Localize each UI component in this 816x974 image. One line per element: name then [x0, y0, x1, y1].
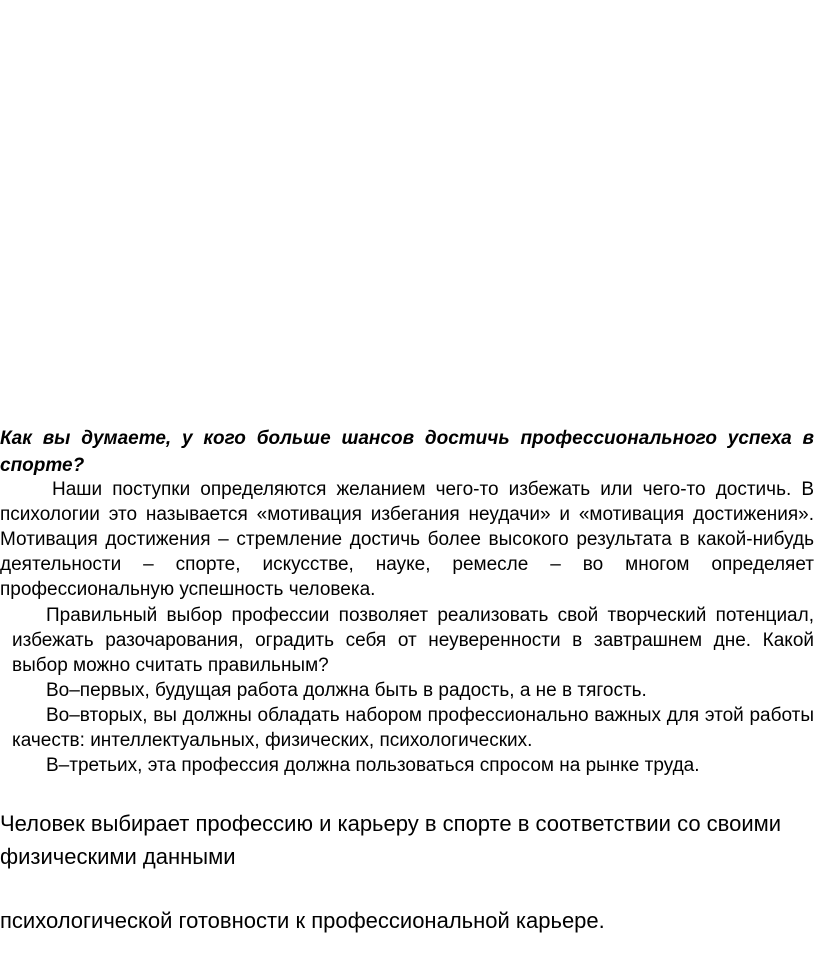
conclusion-text: Человек выбирает профессию и карьеру в спорте в соответствии со своими физическими данными	[0, 811, 782, 869]
question-heading: Как вы думаете, у кого больше шансов достичь профессионального успеха в спорте?	[0, 428, 814, 476]
choice-paragraph: Правильный выбор профессии позволяет реализовать свой творческий потенциал, избежать разочарования, оградить себя от неуверенности в завтрашнем дне. Какой выбор можно считать правильным?	[12, 605, 814, 676]
criterion-second: Во–вторых, вы должны обладать набором профессионально важных для этой работы качеств: интеллектуальных, физических, психологических.	[12, 705, 814, 751]
conclusion-continuation: психологической готовности к профессиональной карьере.	[0, 908, 605, 933]
criterion-third: В–третьих, эта профессия должна пользоваться спросом на рынке труда.	[46, 755, 700, 776]
profession-choice-section	[0, 603, 816, 778]
motivation-paragraph: Наши поступки определяются желанием чего-то избежать или чего-то достичь. В психологии это называется «мотивация избегания неудачи» и «мотивация достижения». Мотивация достижения – стремление достичь более высокого результата в какой-нибудь деятельности – спорте, искусстве, науке, ремесле – во многом определяет профессиональную успешность человека.	[0, 479, 814, 600]
criterion-first: Во–первых, будущая работа должна быть в радость, а не в тягость.	[46, 680, 647, 701]
